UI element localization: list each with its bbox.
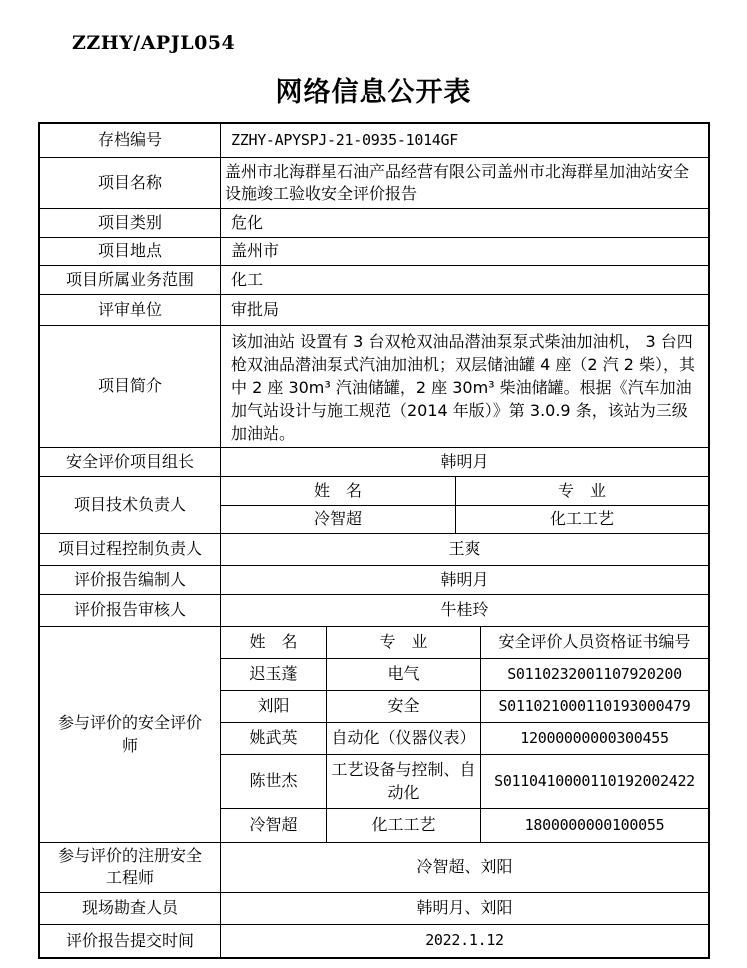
report-reviewer-value: 牛桂玲 (220, 595, 708, 626)
project-intro-label: 项目简介 (97, 376, 162, 396)
row-submit-time (40, 924, 708, 957)
evaluator-name: 刘阳 (257, 696, 290, 716)
row-evaluators (40, 626, 708, 842)
evaluator-major: 工艺设备与控制、自动化 (326, 755, 480, 808)
submit-time-label: 评价报告提交时间 (65, 930, 194, 950)
evaluators-label: 参与评价的安全评价师 (57, 713, 202, 755)
project-location-label: 项目地点 (97, 241, 162, 261)
report-author-value: 韩明月 (220, 566, 708, 594)
evaluator-major: 化工工艺 (326, 809, 480, 842)
team-leader-value: 韩明月 (220, 448, 708, 476)
evaluator-row (221, 690, 708, 722)
evaluator-name: 姚武英 (249, 728, 298, 748)
review-unit-label: 评审单位 (97, 299, 162, 319)
row-project-location (40, 237, 708, 265)
evaluators-subtable (220, 627, 708, 842)
project-name-value: 盖州市北海群星石油产品经营有限公司盖州市北海群星加油站安全设施竣工验收安全评价报告 (220, 158, 708, 208)
site-survey-label: 现场勘查人员 (81, 898, 178, 918)
row-project-intro (40, 325, 708, 447)
tech-lead-label: 项目技术负责人 (73, 494, 186, 514)
evaluator-cert-no: S011021000110193000479 (480, 691, 708, 722)
evaluator-row (221, 808, 708, 842)
project-category-value: 危化 (220, 209, 708, 237)
evaluators-name-header: 姓 名 (249, 632, 298, 652)
report-reviewer-label: 评价报告审核人 (73, 600, 186, 620)
row-process-control (40, 533, 708, 565)
row-report-author (40, 565, 708, 594)
process-control-label: 项目过程控制负责人 (57, 539, 202, 559)
archive-number-label: 存档编号 (97, 130, 162, 150)
row-review-unit (40, 294, 708, 325)
doc-code: ZZHY/APJL054 (72, 32, 236, 54)
registered-engineers-value: 冷智超、刘阳 (220, 843, 708, 892)
page-title: 网络信息公开表 (275, 77, 472, 108)
evaluator-row (221, 722, 708, 754)
evaluator-major: 电气 (326, 659, 480, 690)
evaluator-name: 冷智超 (249, 815, 298, 835)
project-location-value: 盖州市 (220, 238, 708, 265)
tech-lead-subtable (220, 477, 708, 533)
business-scope-value: 化工 (220, 266, 708, 294)
evaluator-major: 安全 (326, 691, 480, 722)
evaluators-cert-header: 安全评价人员资格证书编号 (480, 627, 708, 658)
row-project-category (40, 208, 708, 237)
process-control-value: 王爽 (220, 534, 708, 565)
evaluator-cert-no: S0110410000110192002422 (480, 755, 708, 808)
evaluator-cert-no: 1800000000100055 (480, 809, 708, 842)
tech-lead-name-header: 姓 名 (313, 480, 362, 500)
row-tech-lead (40, 476, 708, 533)
project-category-label: 项目类别 (97, 212, 162, 232)
tech-lead-major-header: 专 业 (455, 477, 708, 505)
row-team-leader (40, 447, 708, 476)
submit-time-value: 2022.1.12 (220, 925, 708, 957)
tech-lead-data-row (221, 505, 708, 533)
evaluator-major: 自动化（仪器仪表） (326, 723, 480, 754)
row-report-reviewer (40, 594, 708, 626)
evaluator-row (221, 658, 708, 690)
project-intro-value: 该加油站 设置有 3 台双枪双油品潜油泵泵式柴油加油机， 3 台四枪双油品潜油泵式汽油加油机；双层储油罐 4 座（2 汽 2 柴），其中 2 座 30m³ 汽油储罐，2 座 30m³ 柴油储罐。根据《汽车加油加气站设计与施工规范（2014 年版）》第 3.0.9 条，该站为三级加油站。 (220, 326, 708, 447)
tech-lead-name: 冷智超 (313, 509, 362, 529)
report-author-label: 评价报告编制人 (73, 569, 186, 589)
business-scope-label: 项目所属业务范围 (65, 269, 194, 289)
evaluator-name: 迟玉蓬 (249, 664, 298, 684)
row-site-survey (40, 892, 708, 924)
tech-lead-major: 化工工艺 (455, 506, 708, 533)
info-table (38, 122, 710, 959)
row-project-name (40, 157, 708, 208)
row-archive-number (40, 124, 708, 157)
evaluators-header-row (221, 627, 708, 658)
review-unit-value: 审批局 (220, 295, 708, 325)
evaluator-row (221, 754, 708, 808)
evaluator-name: 陈世杰 (249, 771, 298, 791)
project-name-label: 项目名称 (97, 172, 162, 192)
team-leader-label: 安全评价项目组长 (65, 451, 194, 471)
archive-number-value: ZZHY-APYSPJ-21-0935-1014GF (220, 124, 708, 157)
tech-lead-header-row (221, 477, 708, 505)
evaluators-major-header: 专 业 (326, 627, 480, 658)
evaluator-cert-no: S0110232001107920200 (480, 659, 708, 690)
evaluator-cert-no: 12000000000300455 (480, 723, 708, 754)
row-business-scope (40, 265, 708, 294)
row-registered-engineers (40, 842, 708, 892)
registered-engineers-label: 参与评价的注册安全工程师 (57, 846, 202, 888)
site-survey-value: 韩明月、刘阳 (220, 893, 708, 924)
